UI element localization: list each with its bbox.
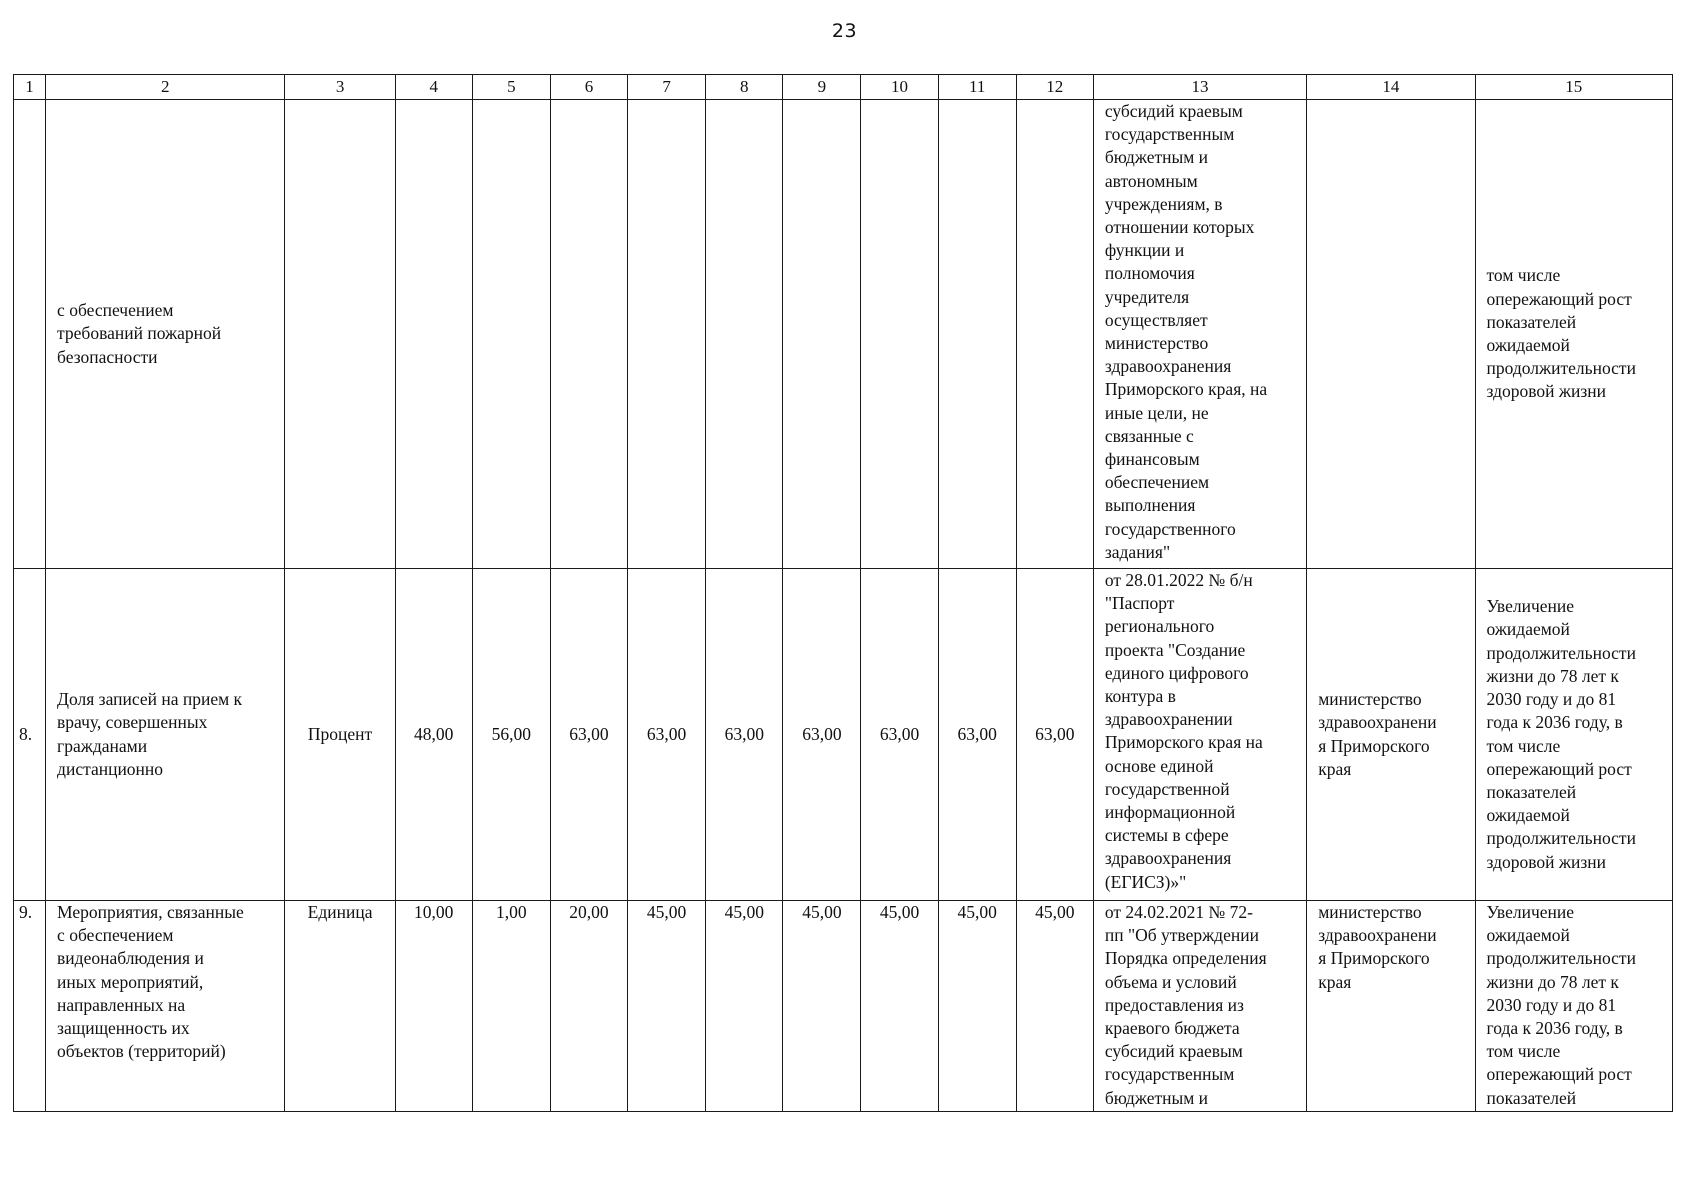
column-header: 9 [783, 75, 861, 100]
value-cell [472, 569, 550, 901]
value: 48,00 [414, 723, 454, 744]
column-header: 7 [628, 75, 706, 100]
value-cell [1016, 569, 1093, 901]
indicator-name-cell [46, 100, 285, 569]
column-header: 10 [861, 75, 938, 100]
goal-cell [1475, 569, 1672, 901]
value: 45,00 [957, 902, 997, 922]
value-cell [706, 901, 783, 1112]
column-header: 11 [938, 75, 1016, 100]
row-number-cell [14, 100, 46, 569]
value-cell [783, 100, 861, 569]
value: 45,00 [1035, 902, 1075, 922]
goal-cell [1475, 100, 1672, 569]
column-header: 14 [1307, 75, 1475, 100]
indicator-name: с обеспечением требований пожарной безопасности [57, 300, 222, 367]
indicators-table [13, 74, 1673, 1112]
indicator-name-cell [46, 569, 285, 901]
unit: Процент [307, 723, 373, 744]
responsible-cell [1307, 569, 1475, 901]
column-header: 4 [395, 75, 472, 100]
column-header: 1 [14, 75, 46, 100]
value-cell [783, 569, 861, 901]
column-header: 15 [1475, 75, 1672, 100]
value-cell [395, 569, 472, 901]
value-cell [628, 569, 706, 901]
column-header: 6 [550, 75, 627, 100]
responsible-cell [1307, 100, 1475, 569]
value: 45,00 [879, 902, 920, 922]
value-cell [628, 100, 706, 569]
table-row [14, 901, 1673, 1112]
unit-cell [285, 569, 395, 901]
page-number: 23 [831, 20, 858, 42]
column-header: 3 [285, 75, 395, 100]
responsible-cell [1307, 901, 1475, 1112]
value: 1,00 [496, 902, 527, 922]
unit: Единица [307, 902, 373, 922]
value-cell [706, 100, 783, 569]
basis-cell [1093, 100, 1306, 569]
value-cell [861, 100, 938, 569]
responsible-text: министерство здравоохранени я Приморского края [1318, 902, 1437, 992]
value-cell [1016, 100, 1093, 569]
value: 63,00 [879, 723, 920, 744]
value-cell [938, 569, 1016, 901]
basis-text: субсидий краевым государственным бюджетным и автономным учреждениям, в отношении которых функции и полномочия учредителя осуществляет министерство здравоохранения Приморского края, на иные цели, не связанные с финансовым обеспечением выполнения государственного задания" [1104, 101, 1268, 562]
goal-text: Увеличение ожидаемой продолжительности жизни до 78 лет к 2030 году и до 81 года к 2036 году, в том числе опережающий рост показателей [1486, 902, 1636, 1108]
row-number-cell [14, 901, 46, 1112]
indicator-name: Доля записей на прием к врачу, совершенных гражданами дистанционно [57, 689, 243, 779]
value-cell [472, 100, 550, 569]
value: 63,00 [1035, 723, 1075, 744]
row-number: 9. [19, 902, 33, 922]
value-cell [1016, 901, 1093, 1112]
value-cell [550, 100, 627, 569]
goal-cell [1475, 901, 1672, 1112]
value-cell [861, 569, 938, 901]
unit-cell [285, 901, 395, 1112]
column-header: 12 [1016, 75, 1093, 100]
value-cell [550, 901, 627, 1112]
value-cell [472, 901, 550, 1112]
value-cell [395, 901, 472, 1112]
column-header: 8 [706, 75, 783, 100]
value-cell [550, 569, 627, 901]
header-row [14, 75, 1673, 100]
value: 63,00 [724, 723, 764, 744]
unit-cell [285, 100, 395, 569]
goal-text: Увеличение ожидаемой продолжительности жизни до 78 лет к 2030 году и до 81 года к 2036 году, в том числе опережающий рост показателей ожидаемой продолжительности здоровой жизни [1486, 596, 1636, 872]
value: 56,00 [491, 723, 532, 744]
basis-cell [1093, 569, 1306, 901]
table-row [14, 569, 1673, 901]
value-cell [628, 901, 706, 1112]
column-header: 13 [1093, 75, 1306, 100]
value: 63,00 [957, 723, 997, 744]
indicator-name-cell [46, 901, 285, 1112]
basis-text: от 24.02.2021 № 72- пп "Об утверждении Порядка определения объема и условий предоставления из краевого бюджета субсидий краевым государственным бюджетным и [1104, 902, 1267, 1108]
value: 63,00 [646, 723, 687, 744]
column-header: 2 [46, 75, 285, 100]
value: 45,00 [646, 902, 687, 922]
row-number: 8. [19, 723, 33, 744]
value: 45,00 [802, 902, 842, 922]
value: 63,00 [802, 723, 842, 744]
basis-cell [1093, 901, 1306, 1112]
goal-text: том числе опережающий рост показателей ожидаемой продолжительности здоровой жизни [1486, 265, 1636, 402]
basis-text: от 28.01.2022 № б/н "Паспорт регионального проекта "Создание единого цифрового контура в здравоохранении Приморского края на основе единой государственной информационной системы в сфере здравоохранения (ЕГИСЗ)»" [1104, 570, 1263, 892]
responsible-text: министерство здравоохранени я Приморского края [1318, 689, 1437, 779]
value-cell [938, 901, 1016, 1112]
value-cell [706, 569, 783, 901]
value-cell [783, 901, 861, 1112]
value: 63,00 [569, 723, 609, 744]
table-row [14, 100, 1673, 569]
indicator-name: Мероприятия, связанные с обеспечением видеонаблюдения и иных мероприятий, направленных на защищенность их объектов (территорий) [57, 902, 244, 1062]
row-number-cell [14, 569, 46, 901]
value: 45,00 [724, 902, 764, 922]
value-cell [395, 100, 472, 569]
value-cell [861, 901, 938, 1112]
value: 10,00 [414, 902, 454, 922]
value: 20,00 [569, 902, 609, 922]
value-cell [938, 100, 1016, 569]
column-header: 5 [472, 75, 550, 100]
